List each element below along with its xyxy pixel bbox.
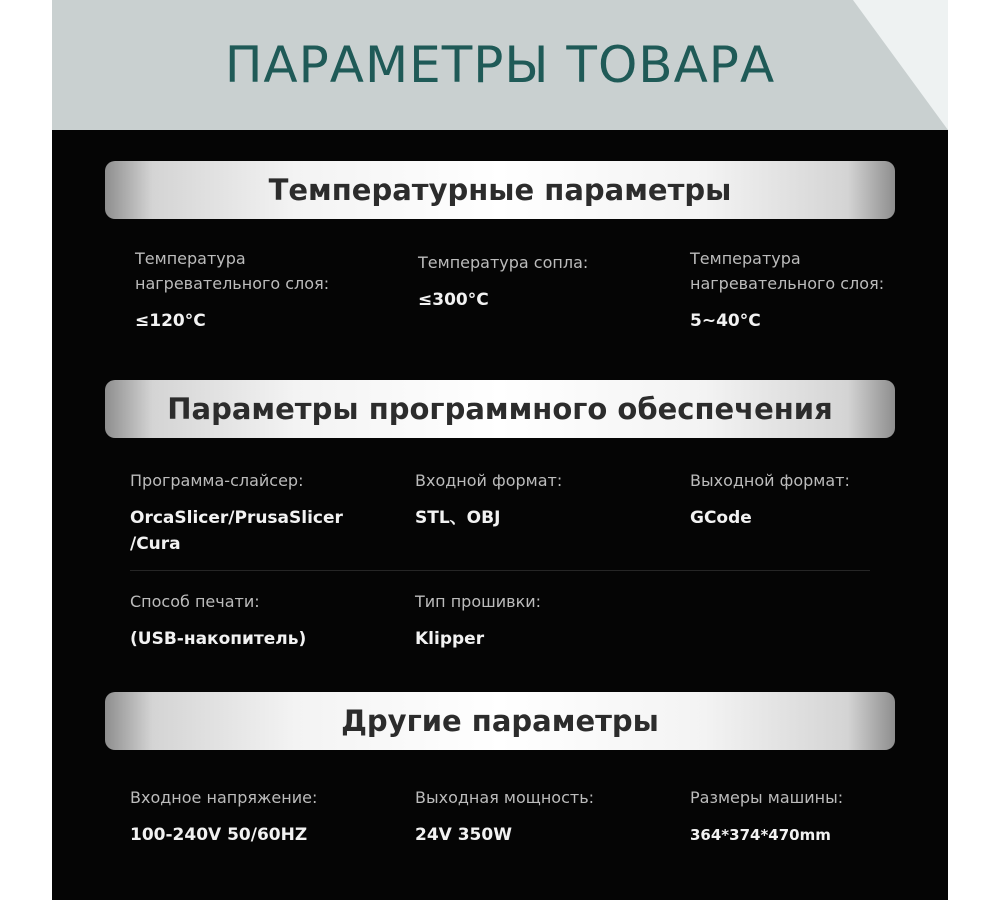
section-divider xyxy=(130,570,870,571)
spec-input-voltage xyxy=(130,785,390,848)
spec-firmware xyxy=(415,589,655,652)
spec-value: GCode xyxy=(690,508,752,528)
section-header-software xyxy=(105,380,895,438)
spec-label: Способ печати: xyxy=(130,592,260,611)
spec-label: Тип прошивки: xyxy=(415,592,542,611)
spec-value: STL、OBJ xyxy=(415,508,501,528)
spec-label: Размеры машины: xyxy=(690,788,844,807)
spec-value: OrcaSlicer/PrusaSlicer /Cura xyxy=(130,508,343,554)
spec-bed-temperature-2 xyxy=(690,246,930,334)
spec-label: Выходная мощность: xyxy=(415,788,595,807)
spec-bed-temperature xyxy=(135,246,385,334)
spec-label: Температура нагревательного слоя: xyxy=(690,249,885,293)
section-title-temperature: Температурные параметры xyxy=(268,173,732,207)
spec-print-method xyxy=(130,589,380,652)
spec-value: ≤300°C xyxy=(418,290,489,310)
spec-value: 364*374*470mm xyxy=(690,826,831,844)
spec-value: ≤120°C xyxy=(135,311,206,331)
section-header-temperature xyxy=(105,161,895,219)
spec-label: Выходной формат: xyxy=(690,471,850,490)
spec-output-format xyxy=(690,468,930,531)
spec-nozzle-temperature xyxy=(418,250,658,313)
spec-label: Температура нагревательного слоя: xyxy=(135,249,330,293)
spec-label: Входное напряжение: xyxy=(130,788,318,807)
section-header-other xyxy=(105,692,895,750)
title-banner xyxy=(52,0,948,130)
spec-slicer xyxy=(130,468,380,557)
spec-value: 24V 350W xyxy=(415,825,512,845)
spec-machine-dimensions xyxy=(690,785,930,848)
spec-label: Программа-слайсер: xyxy=(130,471,304,490)
section-title-software: Параметры программного обеспечения xyxy=(167,392,833,426)
spec-sheet xyxy=(52,0,948,900)
spec-value: 5~40°C xyxy=(690,311,761,331)
spec-label: Температура сопла: xyxy=(418,253,589,272)
spec-input-format xyxy=(415,468,655,531)
page-title: ПАРАМЕТРЫ ТОВАРА xyxy=(224,36,776,94)
section-title-other: Другие параметры xyxy=(341,704,659,738)
spec-value: Klipper xyxy=(415,629,485,649)
spec-output-power xyxy=(415,785,665,848)
spec-value: 100-240V 50/60HZ xyxy=(130,825,308,845)
spec-value: (USB-накопитель) xyxy=(130,629,307,649)
spec-label: Входной формат: xyxy=(415,471,563,490)
